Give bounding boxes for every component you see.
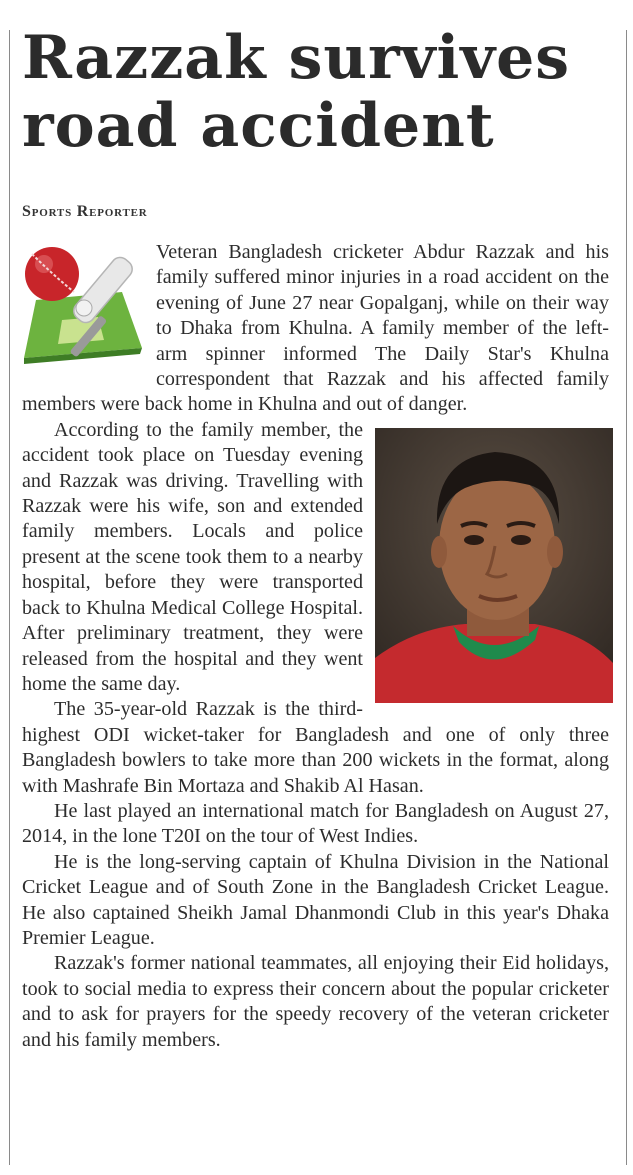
column-rule-right [626, 30, 627, 1165]
article-body [22, 240, 609, 1053]
byline: Sports Reporter [22, 203, 148, 220]
headline: Razzak survives road accident [22, 23, 571, 161]
cricket-ball-bat-icon [18, 240, 150, 365]
paragraph-4: He last played an international match for Bangladesh on August 27, 2014, in the lone T20I on the tour of West Indies. [22, 799, 609, 848]
paragraph-1: Veteran Bangladesh cricketer Abdur Razzak and his family suffered minor injuries in a road accident on the evening of June 27 near Gopalganj, while on their way to Dhaka from Khulna. A family member of the left-arm spinner informed The Daily Star's Khulna correspondent that Razzak and his affected family members were back home in Khulna and out of danger. [22, 241, 609, 416]
player-photo [375, 428, 613, 703]
paragraph-5: He is the long-serving captain of Khulna Division in the National Cricket League and of South Zone in the Bangladesh Cricket League. He also captained Sheikh Jamal Dhanmondi Club in this year's Dhaka Premier League. [22, 850, 609, 949]
paragraph-2: According to the family member, the accident took place on Tuesday evening and Razzak was driving. Travelling with Razzak were his wife, son and extended family members. Locals and police present at the scene took them to a nearby hospital, before they were transported back to Khulna Medical College Hospital. After preliminary treatment, they were released from the hospital and they went home the same day. [22, 418, 363, 695]
column-rule-left [9, 30, 10, 1165]
paragraph-6: Razzak's former national teammates, all enjoying their Eid holidays, took to social media to express their concern about the popular cricketer and to ask for prayers for the speedy recovery of the veteran cricketer and his family members. [22, 952, 609, 1051]
paragraph-3: The 35-year-old Razzak is the third-highest ODI wicket-taker for Bangladesh and one of only three Bangladesh bowlers to take more than 200 wickets in the format, along with Mashrafe Bin Mortaza and Shakib Al Hasan. [22, 698, 609, 797]
